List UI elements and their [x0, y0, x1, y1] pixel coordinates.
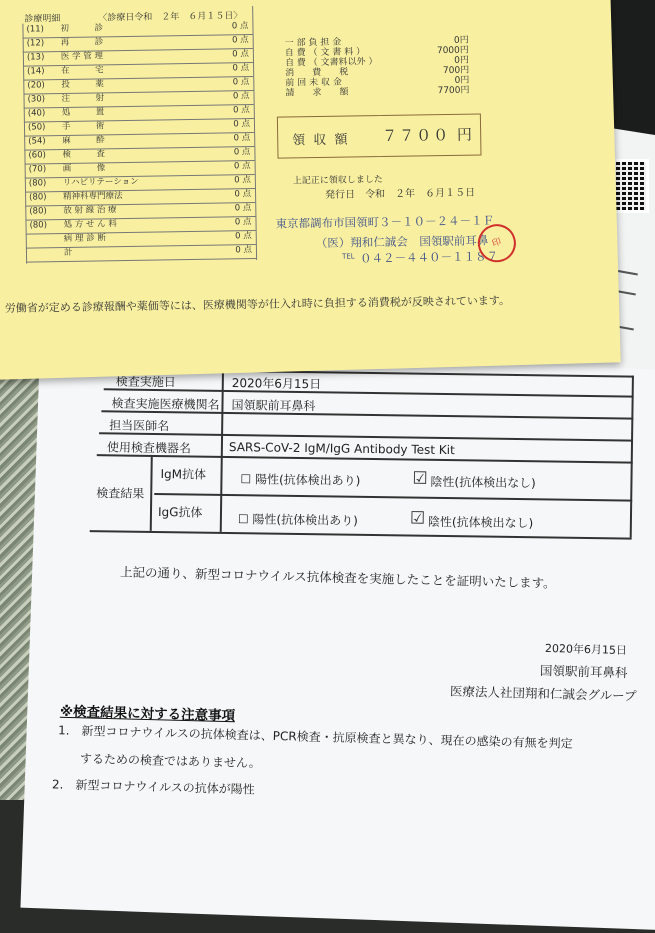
row-number: (60)	[28, 150, 46, 161]
statement-row	[26, 244, 256, 262]
row-value: 0 点	[235, 231, 252, 242]
row-value: 0 点	[233, 119, 251, 130]
charge-label: 自 費 （ 文書料以外 ）	[284, 57, 378, 69]
row-label: 画 像	[62, 163, 106, 175]
clinic-address: 東京都調布市国領町３－１０－２４－１Ｆ	[275, 213, 495, 231]
row-label: 手 術	[61, 121, 105, 133]
charge-label: 消 費 税	[285, 67, 349, 79]
result-label: 検査結果	[96, 486, 145, 501]
row-label: 投 薬	[61, 79, 104, 91]
row-number: (80)	[29, 192, 47, 203]
igm-label: IgM抗体	[160, 467, 207, 482]
note-2-line-1: 2. 新型コロナウイルスの抗体が陽性	[51, 777, 255, 797]
table-line	[150, 455, 153, 531]
row-value: 0 点	[232, 77, 250, 88]
clinic-tel: ０４２－４４０－１１８７	[359, 249, 499, 266]
row-value: 0 点	[232, 49, 249, 60]
table-line	[221, 370, 224, 458]
statement-header-label: 診療明細	[24, 14, 61, 25]
doctor-label: 担当医師名	[109, 418, 170, 434]
row-number: (54)	[28, 136, 46, 147]
issue-date: 発行日 令和 ２年 ６月１５日	[325, 187, 476, 201]
facility-label: 検査実施医療機関名	[111, 396, 220, 412]
row-value: 0 点	[232, 91, 250, 102]
test-date-label: 検査実施日	[115, 374, 176, 390]
row-number: (30)	[27, 94, 46, 105]
received-note: 上記正に領収しました	[292, 175, 383, 187]
facility-value: 国領駅前耳鼻科	[231, 398, 316, 414]
charge-value: 7700円	[437, 85, 470, 97]
igm-negative-checkbox-icon: ☑	[412, 468, 428, 489]
row-label: 初 診	[60, 23, 104, 35]
row-label: 医 学 管 理	[60, 51, 104, 63]
igg-label: IgG抗体	[157, 505, 203, 520]
statement-header-date: 〈診療日令和 ２年 ６月１５日〉	[98, 11, 243, 24]
igg-negative-option: 陰性(抗体検出なし)	[427, 514, 534, 531]
row-label: 検 査	[62, 149, 106, 161]
row-label: 麻 酔	[62, 135, 105, 147]
certificate-table	[83, 368, 634, 566]
row-number: (80)	[29, 220, 48, 231]
row-value: 0 点	[233, 161, 251, 172]
charge-value: 700円	[442, 65, 470, 77]
row-value: 0 点	[233, 147, 251, 158]
charge-label: 自 費 （ 文 書 料 ）	[284, 47, 366, 59]
table-line	[90, 530, 632, 539]
row-value: 0 点	[234, 217, 252, 228]
row-label: 計	[63, 247, 73, 259]
tel-label: TEL	[342, 252, 355, 261]
row-label: 注 射	[61, 93, 105, 105]
row-number: (80)	[29, 206, 47, 217]
charge-label: 請 求 額	[285, 87, 349, 99]
row-number: (70)	[28, 164, 47, 175]
row-number: (20)	[27, 80, 45, 91]
igm-positive-option: ☐ 陽性(抗体検出あり)	[240, 472, 361, 488]
igg-negative-checkbox-icon: ☑	[409, 508, 426, 529]
sign-clinic: 国領駅前耳鼻科	[539, 662, 628, 681]
row-number: (80)	[28, 178, 47, 189]
charge-value: 0円	[453, 35, 469, 46]
charge-value: 7000円	[436, 45, 469, 57]
notes-heading: ※検査結果に対する注意事項	[59, 703, 236, 725]
row-value: 0 点	[234, 203, 252, 214]
row-label: 精神科専門療法	[63, 191, 123, 203]
received-amount-label: 領 収 額	[292, 132, 350, 149]
table-line	[154, 493, 632, 501]
row-number: (14)	[27, 66, 45, 77]
received-amount-value: ７７００ 円	[382, 125, 475, 146]
charge-label: 前 回 未 収 金	[285, 77, 342, 89]
charge-label: 一 部 負 担 金	[284, 37, 342, 49]
row-label: 処 置	[61, 107, 105, 119]
row-value: 0 点	[234, 189, 252, 200]
note-1-line-1: 1. 新型コロナウイルスの抗体検査は、PCR検査・抗原検査と異なり、現在の感染の有無を判定	[57, 723, 573, 751]
row-number: (40)	[27, 108, 46, 119]
row-value: 0 点	[231, 35, 249, 46]
device-value: SARS-CoV-2 IgM/IgG Antibody Test Kit	[228, 440, 455, 458]
row-label: 病 理 診 断	[63, 233, 106, 245]
test-date-value: 2020年6月15日	[231, 376, 322, 392]
row-value: 0 点	[235, 245, 253, 256]
row-value: 0 点	[232, 63, 250, 74]
row-number: (12)	[26, 38, 45, 49]
row-number: (13)	[26, 52, 45, 63]
row-value: 0 点	[233, 133, 251, 144]
row-label: 処 方 せ ん 料	[63, 219, 117, 231]
certificate-statement: 上記の通り、新型コロナウイルス抗体検査を実施したことを証明いたします。	[119, 564, 556, 591]
charge-value: 0円	[454, 55, 470, 66]
device-label: 使用検査機器名	[106, 440, 192, 456]
receipt-content	[0, 0, 655, 380]
row-label: リハビリテーション	[62, 176, 139, 189]
sign-group: 医療法人社団翔和仁誠会グループ	[449, 683, 637, 704]
row-value: 0 点	[231, 21, 249, 32]
sign-date: 2020年6月15日	[544, 641, 628, 658]
row-label: 再 診	[60, 37, 104, 49]
tax-footnote: 労働省が定める診療報酬や薬価等には、医療機関等が仕入れ時に負担する消費税が反映されています。	[4, 294, 511, 315]
row-number: (50)	[27, 122, 46, 133]
row-number: (11)	[26, 24, 44, 35]
row-value: 0 点	[233, 105, 250, 116]
igm-negative-option: 陰性(抗体検出なし)	[430, 474, 536, 491]
row-value: 0 点	[234, 175, 251, 186]
charge-value: 0円	[454, 75, 470, 86]
clinic-name: （医）翔和仁誠会 国領駅前耳鼻	[315, 233, 489, 251]
note-1-line-2: するための検査ではありません。	[79, 751, 261, 771]
row-label: 在 宅	[61, 65, 104, 77]
igg-positive-option: ☐ 陽性(抗体検出あり)	[237, 512, 358, 528]
seal-stamp-icon: 印	[473, 219, 521, 267]
row-label: 放 射 線 治 療	[63, 205, 117, 217]
